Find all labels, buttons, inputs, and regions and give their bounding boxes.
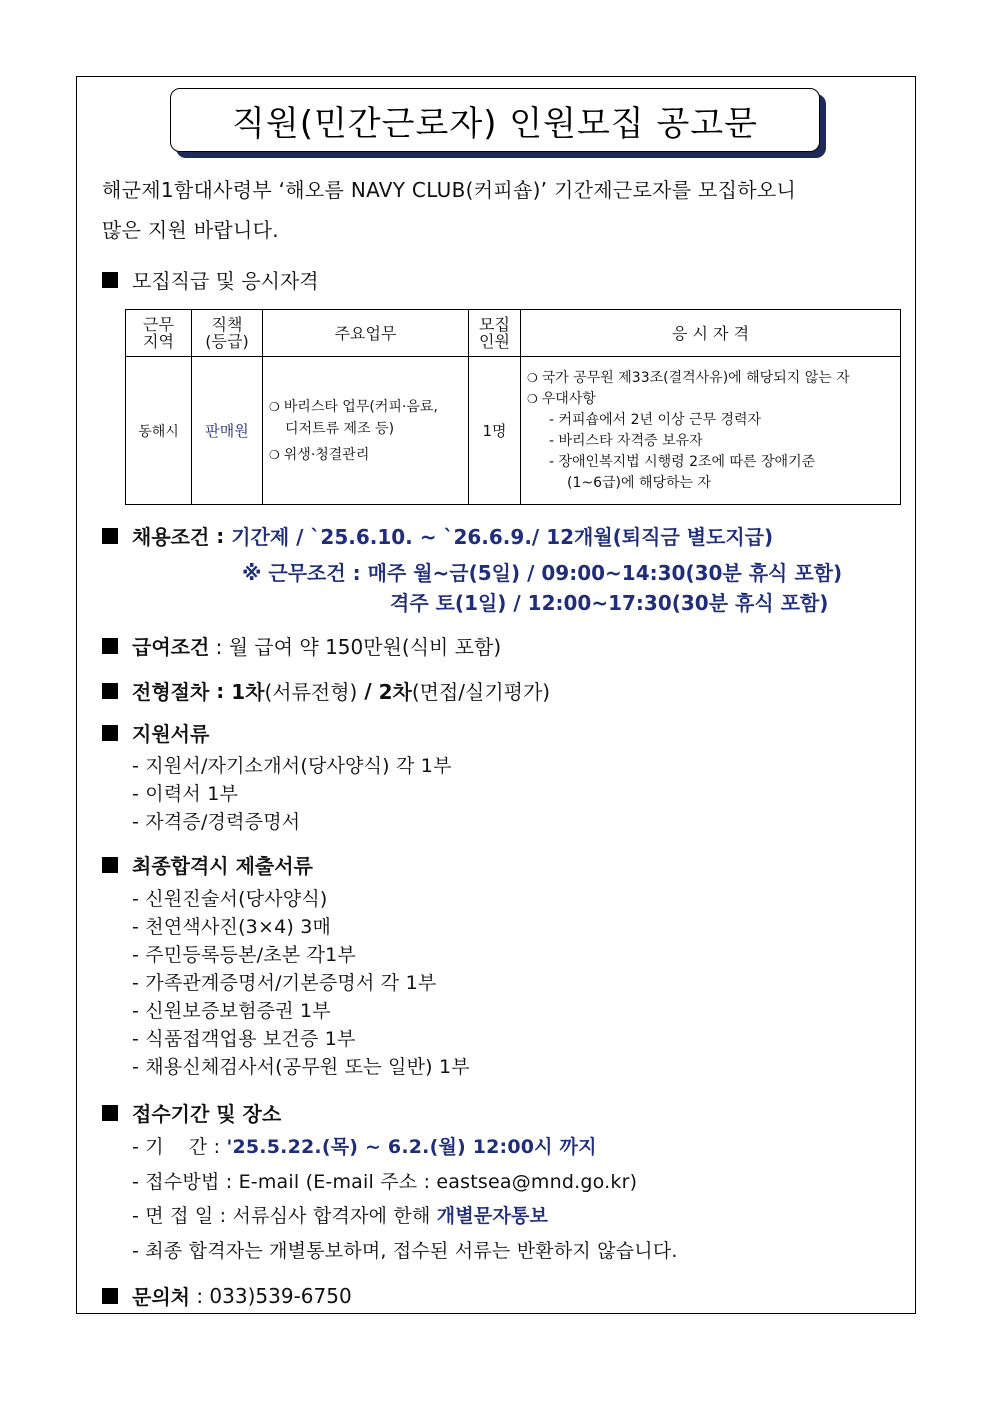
list-item: - 신원진술서(당사양식)	[132, 888, 328, 910]
list-item: - 지원서/자기소개서(당사양식) 각 1부	[132, 755, 452, 777]
list-item: - 가족관계증명서/기본증명서 각 1부	[132, 972, 437, 994]
cell-count: 1명	[469, 357, 521, 505]
square-bullet-icon	[102, 683, 118, 699]
header-count: 모집 인원	[469, 310, 521, 357]
interview-date: - 면 접 일 : 서류심사 합격자에 한해 개별문자통보	[132, 1205, 549, 1227]
final-note: - 최종 합격자는 개별통보하며, 접수된 서류는 반환하지 않습니다.	[132, 1240, 678, 1262]
list-item: - 채용신체검사서(공무원 또는 일반) 1부	[132, 1056, 470, 1078]
list-item: - 주민등록등본/초본 각1부	[132, 944, 356, 966]
header-position: 직책 (등급)	[192, 310, 263, 357]
work-condition-2: 격주 토(1일) / 12:00~17:30(30분 휴식 포함)	[390, 591, 829, 615]
cell-duties: ❍ 바리스타 업무(커피·음료, 디저트류 제조 등) ❍ 위생·청결관리	[263, 357, 469, 505]
circle-bullet-icon: ❍	[269, 399, 280, 414]
cell-qualifications: ❍ 국가 공무원 제33조(결격사유)에 해당되지 않는 자 ❍ 우대사항 - 커피숍에서 2년 이상 근무 경력자 - 바리스타 자격증 보유자 - 장애인복지법 시행령 2조에 따른 장애기준 (1~6급)에 해당하는 자	[521, 357, 901, 505]
application-method: - 접수방법 : E-mail (E-mail 주소 : eastsea@mnd.go.kr)	[132, 1171, 638, 1193]
salary-condition: 급여조건 : 월 급여 약 150만원(식비 포함)	[102, 631, 501, 660]
final-documents-heading: 최종합격시 제출서류	[102, 850, 313, 879]
application-heading: 접수기간 및 장소	[102, 1098, 281, 1127]
intro-line-1: 해군제1함대사령부 ‘해오름 NAVY CLUB(커피숍)’ 기간제근로자를 모집하오니	[102, 178, 797, 202]
cell-location: 동해시	[126, 357, 192, 505]
list-item: - 천연색사진(3×4) 3매	[132, 916, 332, 938]
circle-bullet-icon: ❍	[527, 370, 538, 385]
square-bullet-icon	[102, 1288, 118, 1304]
application-period: - 기 간 : '25.5.22.(목) ~ 6.2.(월) 12:00시 까지	[132, 1136, 597, 1158]
circle-bullet-icon: ❍	[269, 447, 280, 462]
recruit-table	[125, 309, 901, 505]
header-location: 근무 지역	[126, 310, 192, 357]
list-item: - 식품접객업용 보건증 1부	[132, 1028, 356, 1050]
square-bullet-icon	[102, 272, 118, 288]
header-duty: 주요업무	[263, 310, 469, 357]
contact-info: 문의처 : 033)539-6750	[102, 1281, 352, 1310]
square-bullet-icon	[102, 725, 118, 741]
table-row	[126, 357, 901, 505]
square-bullet-icon	[102, 857, 118, 873]
table-header-row	[126, 310, 901, 357]
list-item: - 신원보증보험증권 1부	[132, 1000, 331, 1022]
square-bullet-icon	[102, 528, 118, 544]
circle-bullet-icon: ❍	[527, 391, 538, 406]
page-title: 직원(민간근로자) 인원모집 공고문	[170, 88, 820, 152]
header-qualification: 응 시 자 격	[521, 310, 901, 357]
work-condition-1: ※ 근무조건 : 매주 월~금(5일) / 09:00~14:30(30분 휴식 포함)	[242, 561, 843, 585]
recruit-heading: 모집직급 및 응시자격	[102, 265, 319, 294]
list-item: - 이력서 1부	[132, 783, 239, 805]
employment-condition: 채용조건 : 기간제 / `25.6.10. ~ `26.6.9./ 12개월(퇴직금 별도지급)	[102, 521, 773, 550]
list-item: - 자격증/경력증명서	[132, 811, 301, 833]
square-bullet-icon	[102, 1105, 118, 1121]
selection-process: 전형절차 : 1차 (서류전형) / 2차 (면접/실기평가)	[102, 676, 550, 705]
documents-heading: 지원서류	[102, 718, 209, 747]
intro-line-2: 많은 지원 바랍니다.	[102, 218, 279, 242]
square-bullet-icon	[102, 638, 118, 654]
cell-position: 판매원	[192, 357, 263, 505]
